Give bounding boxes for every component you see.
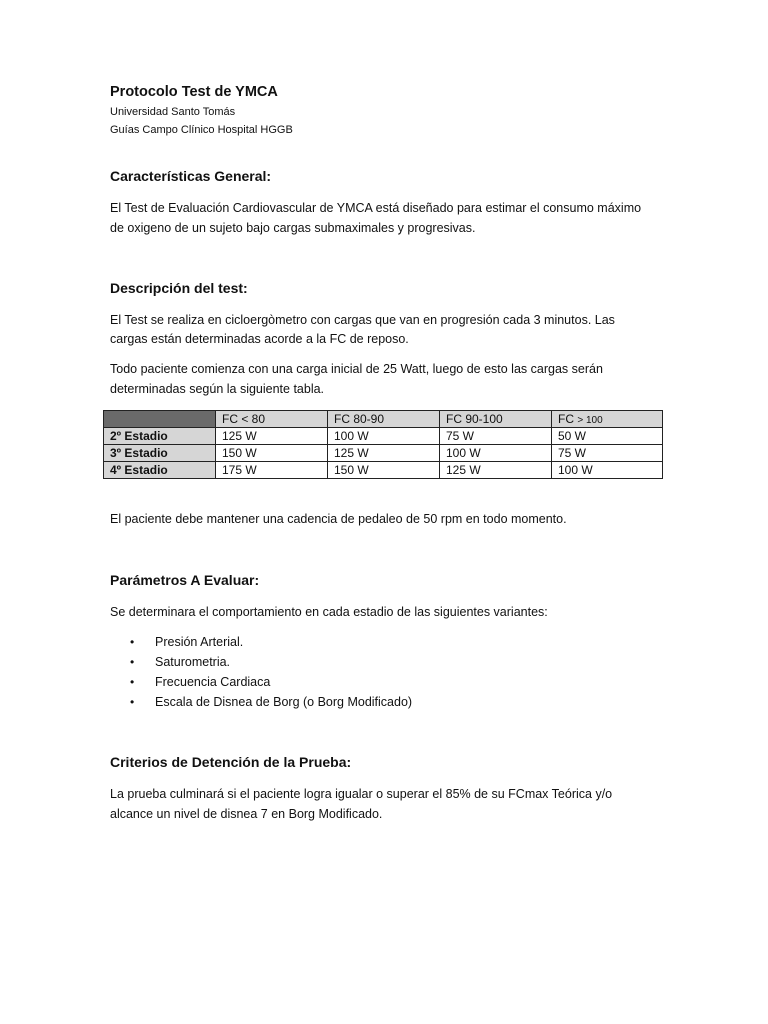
- bullet-icon: •: [130, 655, 135, 669]
- list-item-text: Presión Arterial.: [155, 635, 244, 649]
- table-cell: 100 W: [552, 462, 663, 479]
- table-cell: 75 W: [552, 445, 663, 462]
- paragraph-line: Se determinara el comportamiento en cada estadio de las siguientes variantes:: [110, 605, 548, 619]
- table-cell: 100 W: [328, 428, 440, 445]
- document-title: Protocolo Test de YMCA: [110, 84, 278, 100]
- table-cell: 125 W: [440, 462, 552, 479]
- table-cell: 175 W: [216, 462, 328, 479]
- section-heading-parametros: Parámetros A Evaluar:: [110, 572, 260, 588]
- bullet-icon: •: [130, 675, 135, 689]
- table-row: [104, 428, 663, 445]
- section-heading-criterios: Criterios de Detención de la Prueba:: [110, 754, 352, 770]
- row-label: 4º Estadio: [104, 462, 216, 479]
- table-row: [104, 462, 663, 479]
- guide-name: Guías Campo Clínico Hospital HGGB: [110, 124, 293, 136]
- list-item: [110, 672, 412, 692]
- table-header-cell: FC < 80: [216, 411, 328, 428]
- table-header-cell: FC 90-100: [440, 411, 552, 428]
- table-header-cell: [552, 411, 663, 428]
- bullet-icon: •: [130, 695, 135, 709]
- table-row: [104, 445, 663, 462]
- paragraph-line: de oxigeno de un sujeto bajo cargas submaximales y progresivas.: [110, 221, 476, 235]
- section-heading-caracteristicas: Características General:: [110, 168, 272, 184]
- row-label: 2º Estadio: [104, 428, 216, 445]
- table-cell: 125 W: [216, 428, 328, 445]
- paragraph-line: Todo paciente comienza con una carga inicial de 25 Watt, luego de esto las cargas serán: [110, 362, 603, 376]
- list-item-text: Saturometria.: [155, 655, 231, 669]
- paragraph-line: alcance un nivel de disnea 7 en Borg Modificado.: [110, 807, 383, 821]
- table-header-text: > 100: [577, 415, 603, 426]
- table-header-row: [104, 411, 663, 428]
- paragraph-line: El Test de Evaluación Cardiovascular de YMCA está diseñado para estimar el consumo máximo: [110, 201, 642, 215]
- row-label: 3º Estadio: [104, 445, 216, 462]
- list-item: [110, 632, 412, 652]
- list-item-text: Escala de Disnea de Borg (o Borg Modificado): [155, 695, 413, 709]
- section-heading-descripcion: Descripción del test:: [110, 280, 248, 296]
- load-table: [103, 410, 663, 479]
- table-corner-cell: [104, 411, 216, 428]
- paragraph-line: El Test se realiza en cicloergòmetro con cargas que van en progresión cada 3 minutos. Las: [110, 313, 615, 327]
- paragraph-line: cargas están determinadas acorde a la FC de reposo.: [110, 332, 409, 346]
- paragraph-line: determinadas según la siguiente tabla.: [110, 382, 325, 396]
- paragraph-line: La prueba culminará si el paciente logra igualar o superar el 85% de su FCmax Teórica y/o: [110, 787, 613, 801]
- list-item-text: Frecuencia Cardiaca: [155, 675, 271, 689]
- table-header-text: FC: [558, 412, 574, 426]
- list-item: [110, 652, 412, 672]
- table-cell: 50 W: [552, 428, 663, 445]
- table-header-cell: FC 80-90: [328, 411, 440, 428]
- table-cell: 100 W: [440, 445, 552, 462]
- variables-list: [110, 632, 412, 712]
- list-item: [110, 692, 412, 712]
- table-cell: 150 W: [216, 445, 328, 462]
- institution-name: Universidad Santo Tomás: [110, 106, 236, 118]
- table-cell: 150 W: [328, 462, 440, 479]
- bullet-icon: •: [130, 635, 135, 649]
- table-cell: 75 W: [440, 428, 552, 445]
- table-cell: 125 W: [328, 445, 440, 462]
- cadence-note: El paciente debe mantener una cadencia de pedaleo de 50 rpm en todo momento.: [110, 512, 567, 526]
